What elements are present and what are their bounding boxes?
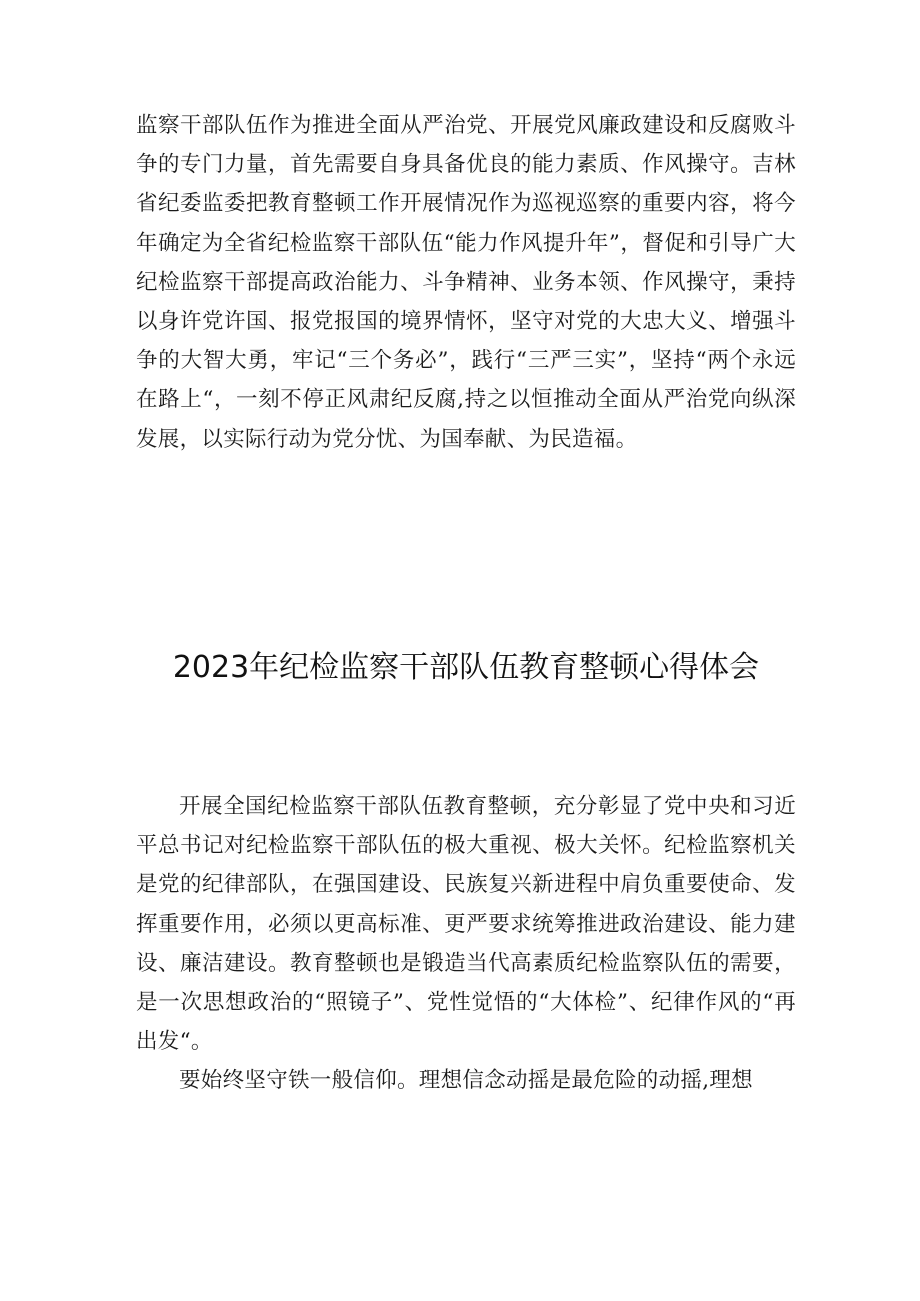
intro-paragraph: 监察干部队伍作为推进全面从严治党、开展党风廉政建设和反腐败斗争的专门力量，首先需要自身具备优良的能力素质、作风操守。吉林省纪委监委把教育整顿工作开展情况作为巡视巡察的重要内容，将今年确定为全省纪检监察干部队伍“能力作风提升年”，督促和引导广大纪检监察干部提高政治能力、斗争精神、业务本领、作风操守，秉持以身许党许国、报党报国的境界情怀，坚守对党的大忠大义、增强斗争的大智大勇，牢记“三个务必”，践行“三严三实”，坚持“两个永远在路上“，一刻不停正风肃纪反腐,持之以恒推动全面从严治党向纵深发展，以实际行动为党分忧、为国奉献、为民造福。 — [136, 113, 796, 452]
body-paragraph-1: 开展全国纪检监察干部队伍教育整顿，充分彰显了党中央和习近平总书记对纪检监察干部队伍的极大重视、极大关怀。纪检监察机关是党的纪律部队，在强国建设、民族复兴新进程中肩负重要使命、发挥重要作用，必须以更高标准、更严要求统筹推进政治建设、能力建设、廉洁建设。教育整顿也是锻造当代高素质纪检监察队伍的需要，是一次思想政治的“照镜子”、党性觉悟的“大体检”、纪律作风的“再出发“。 — [136, 794, 796, 1055]
article-title: 2023年纪检监察干部队伍教育整顿心得体会 — [172, 650, 760, 685]
article-body — [136, 787, 796, 1101]
body-paragraph-2: 要始终坚守铁一般信仰。理想信念动摇是最危险的动摇,理想 — [179, 1068, 753, 1094]
